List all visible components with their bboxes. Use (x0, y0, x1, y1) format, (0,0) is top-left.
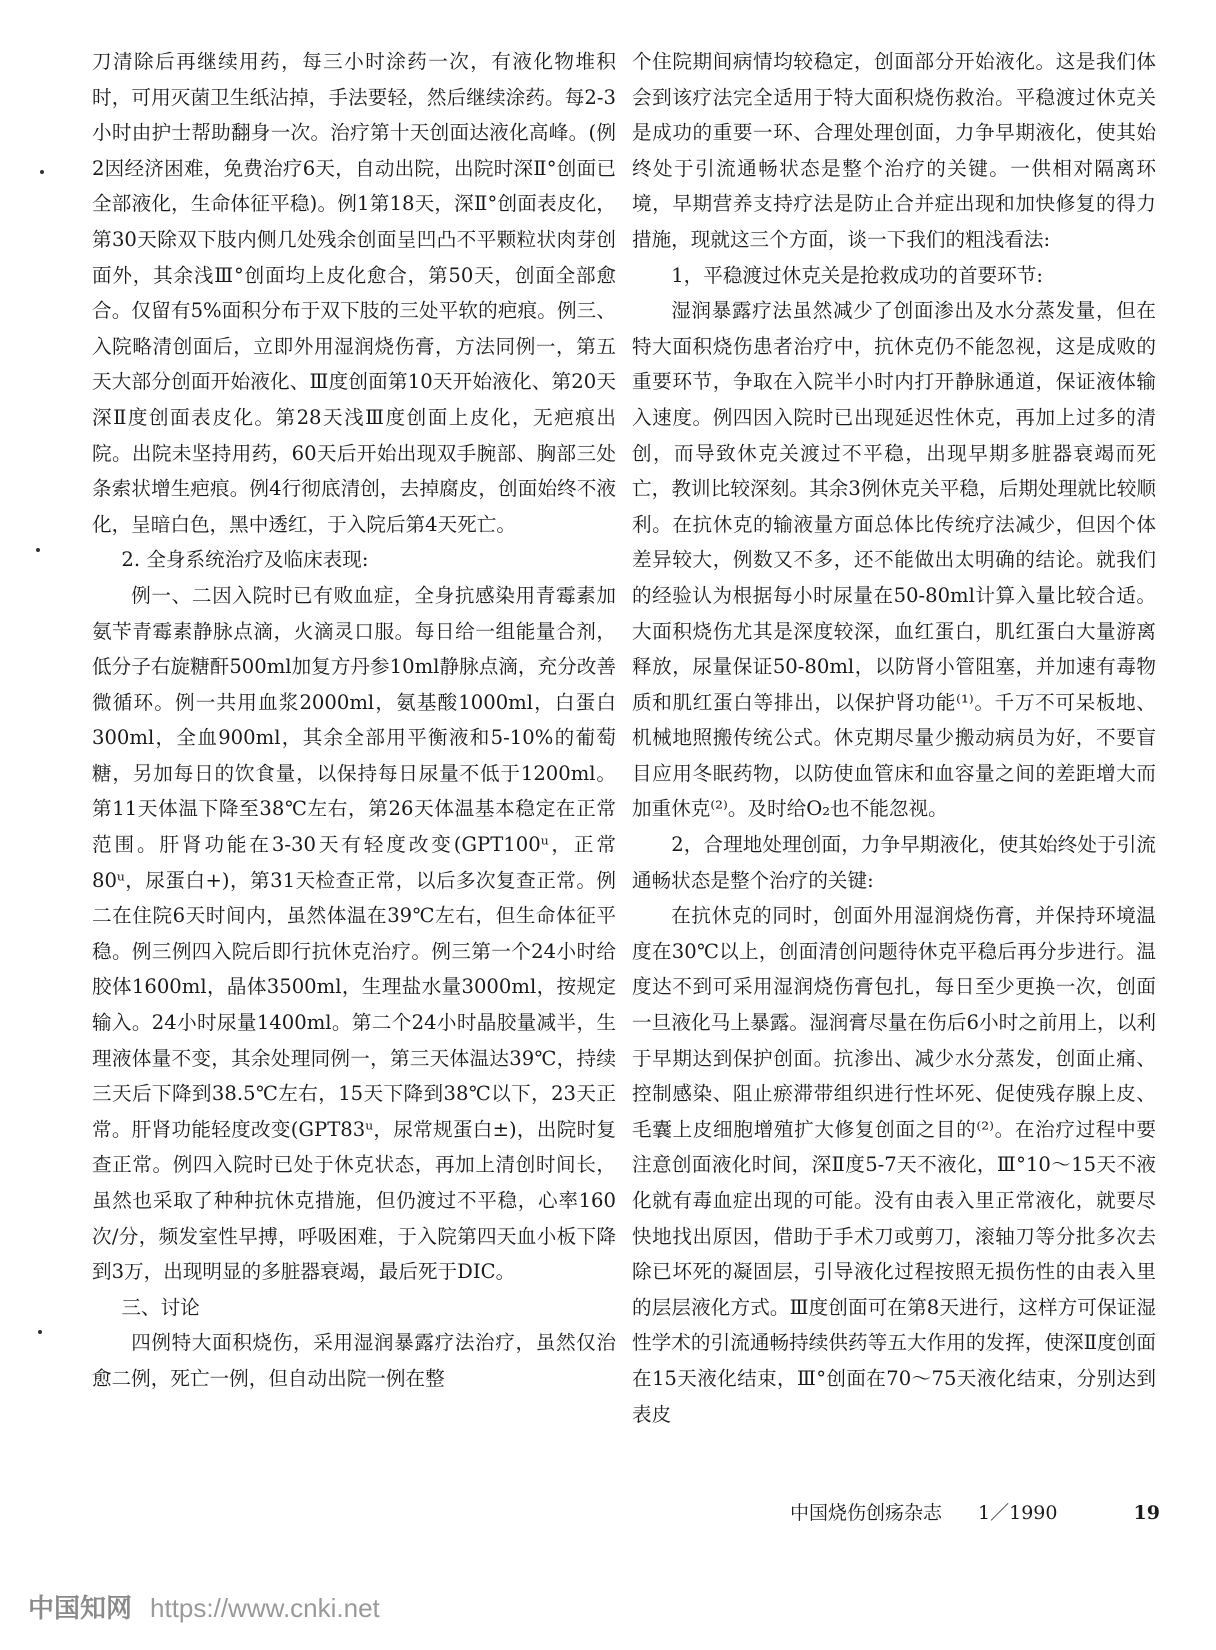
body-paragraph: 例一、二因入院时已有败血症，全身抗感染用青霉素加氨苄青霉素静脉点滴，火滴灵口服。每日给一组能量合剂，低分子右旋糖酐500ml加复方丹参10ml静脉点滴，充分改善微循环。例一共用血浆2000ml，氨基酸1000ml，白蛋白300ml，全血900ml，其余全部用平衡液和5-10%的葡萄糖，另加每日的饮食量，以保持每日尿量不低于1200ml。第11天体温下降至38℃左右，第26天体温基本稳定在正常范围。肝肾功能在3-30天有轻度改变(GPT100ᵘ，正常80ᵘ，尿蛋白+)，第31天检查正常，以后多次复查正常。例二在住院6天时间内，虽然体温在39℃左右，但生命体征平稳。例三例四入院后即行抗休克治疗。例三第一个24小时给胶体1600ml，晶体3500ml，生理盐水量3000ml，按规定输入。24小时尿量1400ml。第二个24小时晶胶量减半，生理液体量不变，其余处理同例一，第三天体温达39℃，持续三天后下降到38.5℃左右，15天下降到38℃以下，23天正常。肝肾功能轻度改变(GPT83ᵘ，尿常规蛋白±)，出院时复查正常。例四入院时已处于休克状态，再加上清创时间长，虽然也采取了种种抗休克措施，但仍渡过不平稳，心率160次/分，频发室性早搏，呼吸困难，于入院第四天血小板下降到3万，出现明显的多脏器衰竭，最后死于DIC。 (92, 583, 616, 1284)
page-footer (790, 1498, 1160, 1525)
watermark-name: 中国知网 (28, 1593, 133, 1623)
right-column (632, 44, 1156, 1432)
issue-number: 1／1990 (978, 1502, 1058, 1524)
cnki-watermark (28, 1588, 380, 1625)
journal-name: 中国烧伤创疡杂志 (790, 1502, 943, 1524)
section-subheading: 2. 全身系统治疗及临床表现: (121, 548, 369, 572)
scan-speck (36, 548, 40, 552)
section-subheading: 2，合理地处理创面，力争早期液化，使其始终处于引流通畅状态是整个治疗的关键: (632, 833, 1156, 892)
watermark-url: https://www.cnki.net (150, 1593, 380, 1623)
left-column (92, 44, 616, 1397)
body-paragraph: 个住院期间病情均较稳定，创面部分开始液化。这是我们体会到该疗法完全适用于特大面积烧伤救治。平稳渡过休克关是成功的重要一环、合理处理创面，力争早期液化，使其始终处于引流通畅状态是整个治疗的关键。一供相对隔离环境，早期营养支持疗法是防止合并症出现和加快修复的得力措施，现就这三个方面，谈一下我们的粗浅看法: (632, 50, 1156, 251)
scan-speck (38, 1330, 42, 1334)
scan-speck (40, 170, 44, 174)
section-subheading: 1，平稳渡过休克关是抢救成功的首要环节: (671, 263, 1043, 287)
page-number: 19 (1133, 1502, 1160, 1524)
body-paragraph: 四例特大面积烧伤，采用湿润暴露疗法治疗，虽然仅治愈二例，死亡一例，但自动出院一例在整 (92, 1331, 616, 1390)
body-paragraph: 湿润暴露疗法虽然减少了创面渗出及水分蒸发量，但在特大面积烧伤患者治疗中，抗休克仍不能忽视，这是成败的重要环节，争取在入院半小时内打开静脉通道，保证液体输入速度。例四因入院时已出现延迟性休克，再加上过多的清创，而导致休克关渡过不平稳，出现早期多脏器衰竭而死亡，教训比较深刻。其余3例休克关平稳，后期处理就比较顺利。在抗休克的输液量方面总体比传统疗法减少，但因个体差异较大，例数又不多，还不能做出太明确的结论。就我们的经验认为根据每小时尿量在50-80ml计算入量比较合适。大面积烧伤尤其是深度较深，血红蛋白，肌红蛋白大量游离释放，尿量保证50-80ml，以防肾小管阻塞，并加速有毒物质和肌红蛋白等排出，以保护肾功能⁽¹⁾。千万不可呆板地、机械地照搬传统公式。休克期尽量少搬动病员为好，不要盲目应用冬眠药物，以防使血管床和血容量之间的差距增大而加重休克⁽²⁾。及时给O₂也不能忽视。 (632, 299, 1156, 821)
section-heading: 三、讨论 (121, 1295, 200, 1319)
body-paragraph: 刀清除后再继续用药，每三小时涂药一次，有液化物堆积时，可用灭菌卫生纸沾掉，手法要轻，然后继续涂药。每2-3小时由护士帮助翻身一次。治疗第十天创面达液化高峰。(例2因经济困难，免费治疗6天，自动出院，出院时深Ⅱ°创面已全部液化，生命体征平稳)。例1第18天，深Ⅱ°创面表皮化，第30天除双下肢内侧几处残余创面呈凹凸不平颗粒状肉芽创面外，其余浅Ⅲ°创面均上皮化愈合，第50天，创面全部愈合。仅留有5%面积分布于双下肢的三处平软的疤痕。例三、入院略清创面后，立即外用湿润烧伤膏，方法同例一，第五天大部分创面开始液化、Ⅲ度创面第10天开始液化、第20天深Ⅱ度创面表皮化。第28天浅Ⅲ度创面上皮化，无疤痕出院。出院未坚持用药，60天后开始出现双手腕部、胸部三处条索状增生疤痕。例4行彻底清创，去掉腐皮，创面始终不液化，呈暗白色，黑中透红，于入院后第4天死亡。 (92, 50, 616, 536)
body-paragraph: 在抗休克的同时，创面外用湿润烧伤膏，并保持环境温度在30℃以上，创面清创问题待休克平稳后再分步进行。温度达不到可采用湿润烧伤膏包扎，每日至少更换一次，创面一旦液化马上暴露。湿润膏尽量在伤后6小时之前用上，以利于早期达到保护创面。抗渗出、减少水分蒸发，创面止痛、控制感染、阻止瘀滞带组织进行性坏死、促使残存腺上皮、毛囊上皮细胞增殖扩大修复创面之目的⁽²⁾。在治疗过程中要注意创面液化时间，深Ⅱ度5-7天不液化，Ⅲ°10～15天不液化就有毒血症出现的可能。没有由表入里正常液化，就要尽快地找出原因，借助于手术刀或剪刀，滚轴刀等分批多次去除已坏死的凝固层，引导液化过程按照无损伤性的由表入里的层层液化方式。Ⅲ度创面可在第8天进行，这样方可保证湿性学术的引流通畅持续供药等五大作用的发挥，使深Ⅱ度创面在15天液化结束，Ⅲ°创面在70～75天液化结束，分别达到表皮 (632, 904, 1156, 1426)
